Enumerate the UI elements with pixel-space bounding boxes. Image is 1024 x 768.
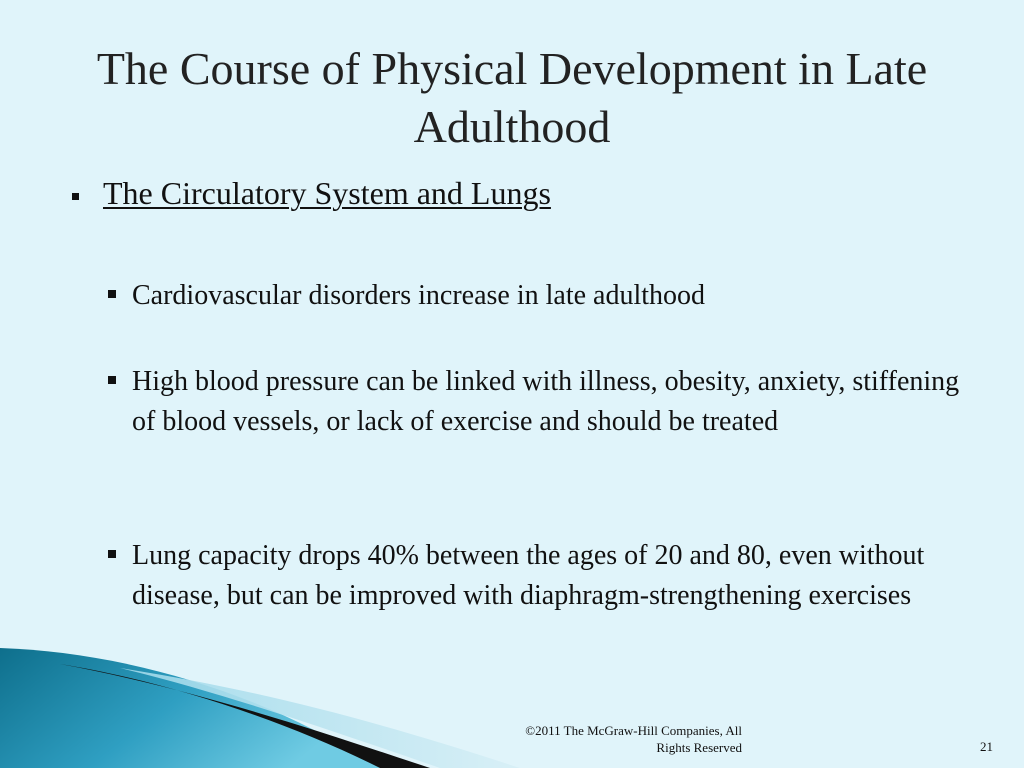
section-heading-text: The Circulatory System and Lungs xyxy=(103,175,551,211)
bullet-text: High blood pressure can be linked with illness, obesity, anxiety, stiffening of blood vessels, or lack of exercise and should be treated xyxy=(132,366,960,437)
square-bullet-icon xyxy=(108,550,116,558)
square-bullet-icon xyxy=(72,193,79,200)
section-heading xyxy=(72,175,551,212)
slide-title: The Course of Physical Development in Late Adulthood xyxy=(96,43,928,152)
bullet-item xyxy=(108,536,968,616)
bullet-item xyxy=(108,362,968,442)
square-bullet-icon xyxy=(108,290,116,298)
square-bullet-icon xyxy=(108,376,116,384)
copyright-notice: ©2011 The McGraw-Hill Companies, All Rights Reserved xyxy=(525,723,742,755)
page-number: 21 xyxy=(980,739,993,754)
bullet-text: Lung capacity drops 40% between the ages of 20 and 80, even without disease, but can be improved with diaphragm-strengthening exercises xyxy=(132,540,925,611)
bullet-text: Cardiovascular disorders increase in late adulthood xyxy=(132,280,706,311)
bullet-item xyxy=(108,276,968,316)
